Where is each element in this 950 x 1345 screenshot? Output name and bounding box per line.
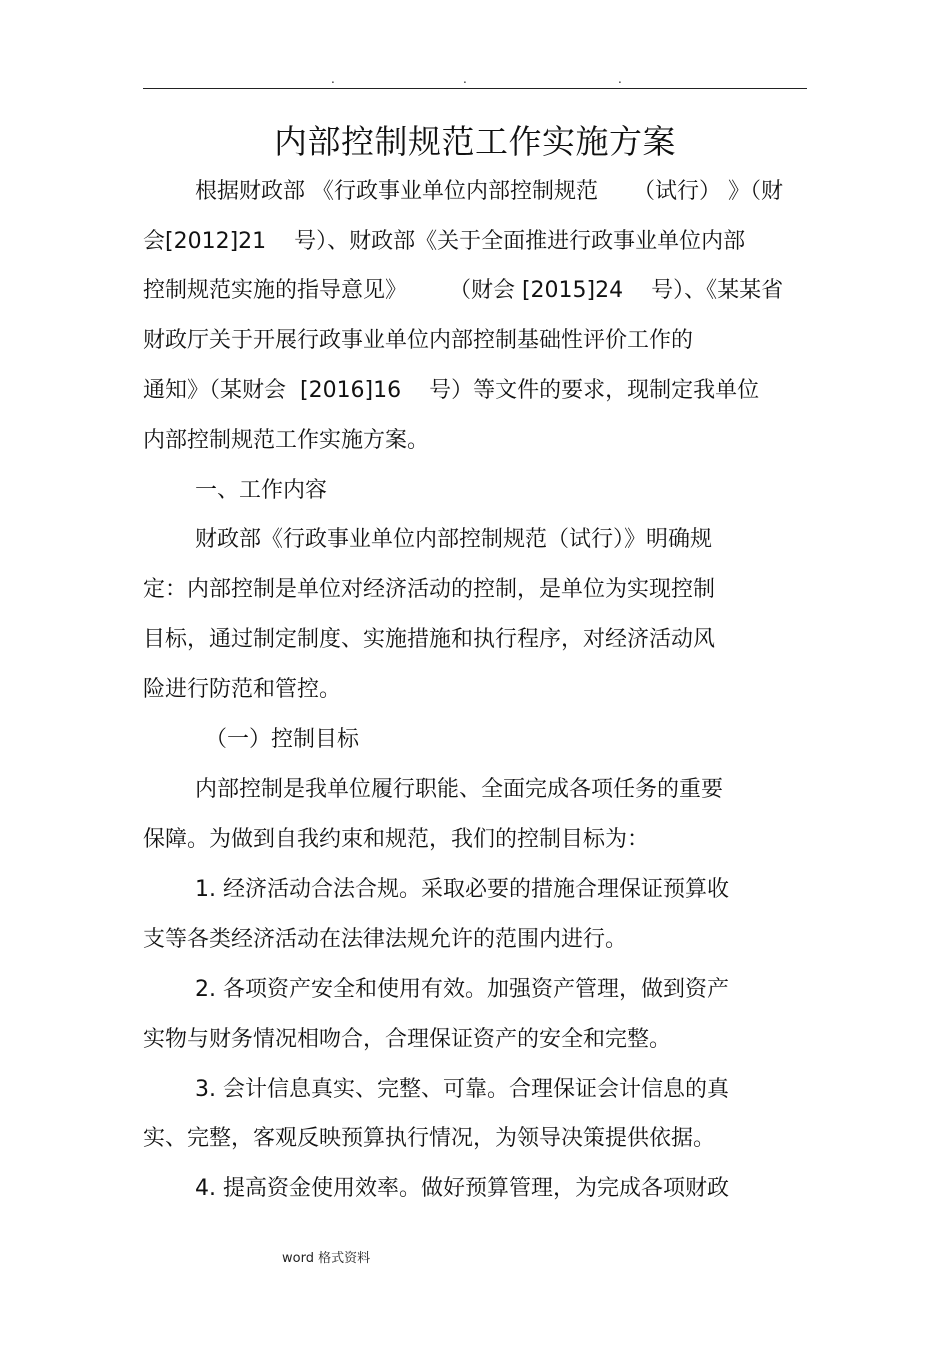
list-item: 3. 会计信息真实、完整、可靠。合理保证会计信息的真	[195, 1077, 729, 1102]
header-dot: .	[331, 72, 335, 86]
body-line: 实物与财务情况相吻合，合理保证资产的安全和完整。	[143, 1027, 672, 1052]
body-line: 险进行防范和管控。	[143, 677, 342, 702]
body-line: 支等各类经济活动在法律法规允许的范围内进行。	[143, 927, 628, 952]
list-item: 4. 提高资金使用效率。做好预算管理，为完成各项财政	[195, 1176, 729, 1201]
subsection-heading: （一）控制目标	[205, 727, 360, 752]
footer-label: word 格式资料	[282, 1251, 371, 1266]
body-line: 根据财政部 《行政事业单位内部控制规范 （试行） 》（财	[195, 179, 783, 204]
body-line: 保障。为做到自我约束和规范，我们的控制目标为：	[143, 827, 650, 852]
body-line: 通知》（某财会 [2016]16 号）等文件的要求，现制定我单位	[143, 378, 760, 403]
document-title: 内部控制规范工作实施方案	[274, 122, 676, 161]
body-line: 财政部《行政事业单位内部控制规范（试行）》明确规	[195, 527, 713, 552]
body-line: 实、完整，客观反映预算执行情况，为领导决策提供依据。	[143, 1126, 716, 1151]
list-item: 1. 经济活动合法合规。采取必要的措施合理保证预算收	[195, 877, 729, 902]
header-dot: .	[463, 72, 467, 86]
section-heading: 一、工作内容	[195, 478, 328, 503]
body-line: 内部控制规范工作实施方案。	[143, 428, 430, 453]
header-dot: .	[618, 72, 622, 86]
header-rule	[143, 88, 807, 89]
body-line: 定：内部控制是单位对经济活动的控制，是单位为实现控制	[143, 577, 716, 602]
body-line: 内部控制是我单位履行职能、全面完成各项任务的重要	[195, 777, 724, 802]
body-line: 会[2012]21 号）、财政部《关于全面推进行政事业单位内部	[143, 229, 746, 254]
body-line: 控制规范实施的指导意见》 （财会 [2015]24 号）、《某某省	[143, 278, 784, 303]
list-item: 2. 各项资产安全和使用有效。加强资产管理，做到资产	[195, 977, 729, 1002]
header-dots	[0, 72, 950, 86]
body-line: 目标，通过制定制度、实施措施和执行程序，对经济活动风	[143, 627, 716, 652]
body-line: 财政厅关于开展行政事业单位内部控制基础性评价工作的	[143, 328, 694, 353]
